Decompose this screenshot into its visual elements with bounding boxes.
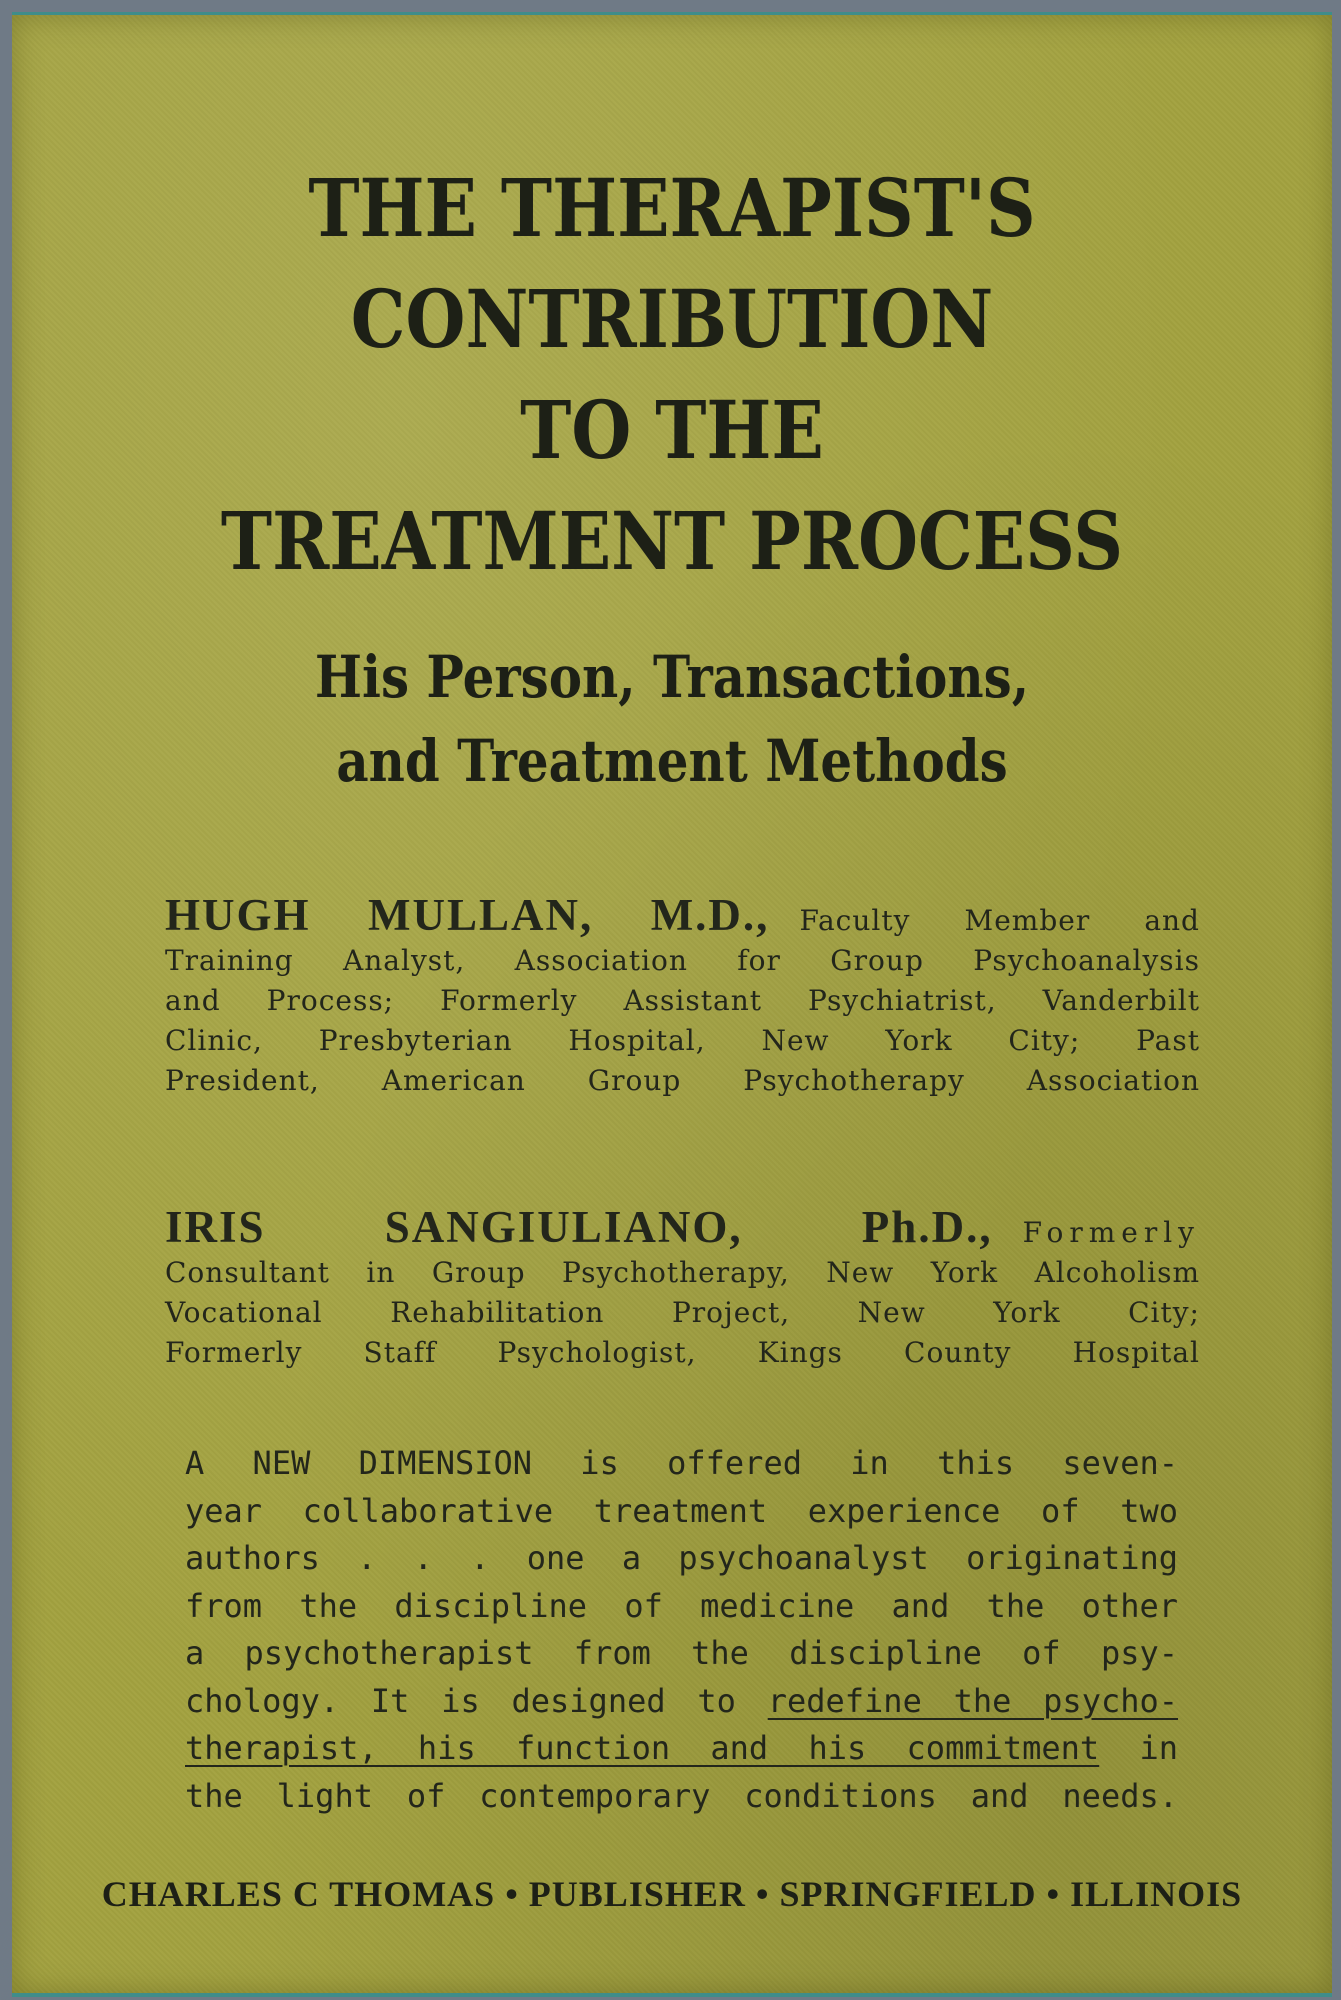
title-line-3: TO THE	[520, 383, 824, 477]
book-blurb	[185, 1440, 1178, 1820]
subtitle-line-1: His Person, Transactions,	[314, 643, 1030, 711]
blurb-text: in	[1139, 1729, 1179, 1767]
book-title	[12, 153, 1332, 597]
blurb-line: from the discipline of medicine and the other	[185, 1586, 1178, 1625]
blurb-line	[185, 1725, 1178, 1773]
title-line-1: THE THERAPIST'S	[308, 161, 1036, 255]
title-line-2: CONTRIBUTION	[350, 272, 994, 366]
author-bio-line	[165, 890, 1200, 941]
author-name: HUGH MULLAN, M.D.,	[165, 890, 770, 940]
author-bio-line: and Process; Formerly Assistant Psychiatrist, Vanderbilt	[165, 984, 1200, 1017]
author-bio-mullan	[165, 890, 1200, 1101]
author-bio-line: Consultant in Group Psychotherapy, New York Alcoholism	[165, 1256, 1200, 1289]
blurb-line: A NEW DIMENSION is offered in this seven-	[185, 1444, 1178, 1482]
author-name: IRIS SANGIULIANO, Ph.D.,	[165, 1202, 993, 1252]
author-bio-text: Formerly	[1022, 1216, 1200, 1249]
title-line-4: TREATMENT PROCESS	[220, 494, 1124, 588]
book-subtitle	[12, 635, 1332, 803]
author-bio-line: President, American Group Psychotherapy Association	[165, 1064, 1200, 1097]
author-bio-line: Clinic, Presbyterian Hospital, New York City; Past	[165, 1024, 1200, 1057]
author-bio-line: Vocational Rehabilitation Project, New York City;	[165, 1296, 1200, 1329]
blurb-underlined-text: therapist, his function and his commitment	[185, 1729, 1100, 1767]
author-bio-line: Formerly Staff Psychologist, Kings County Hospital	[165, 1336, 1200, 1369]
blurb-line: a psychotherapist from the discipline of psy-	[185, 1634, 1178, 1672]
author-bio-sangiuliano	[165, 1202, 1200, 1373]
author-bio-line	[165, 1202, 1200, 1253]
blurb-line: year collaborative treatment experience of two	[185, 1491, 1178, 1530]
author-bio-line: Training Analyst, Association for Group Psychoanalysis	[165, 944, 1200, 977]
blurb-text: chology. It is designed to	[185, 1681, 736, 1720]
publisher-line: CHARLES C THOMAS • PUBLISHER • SPRINGFIELD • ILLINOIS	[101, 1874, 1243, 1914]
subtitle-line-2: and Treatment Methods	[336, 727, 1008, 795]
blurb-line	[185, 1678, 1178, 1726]
blurb-underlined-text: redefine the psycho-	[767, 1681, 1179, 1720]
book-cover	[12, 12, 1332, 1997]
blurb-line: authors . . . one a psychoanalyst originating	[185, 1539, 1178, 1577]
author-bio-text: Faculty Member and	[799, 904, 1200, 937]
blurb-line: the light of contemporary conditions and needs.	[185, 1776, 1178, 1815]
